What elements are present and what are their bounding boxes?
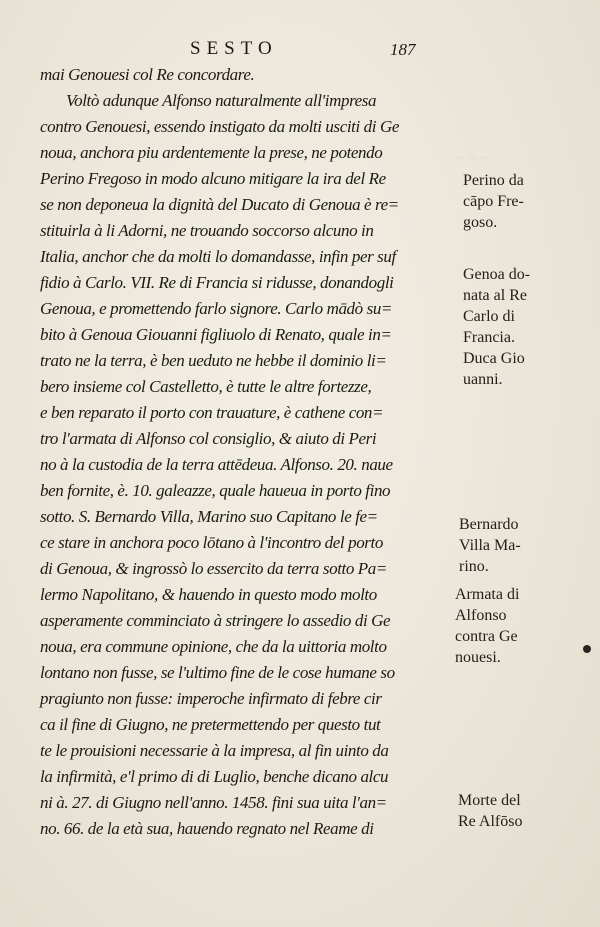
margin-note-line: Re Alfōso [458,813,523,830]
margin-note-line: Alfonso [455,607,507,624]
margin-note-line: Armata di [455,586,520,603]
text-line: no. 66. de la età sua, hauendo regnato nel Reame di [40,819,374,838]
bleed-through-text: ~ ~ ~ [455,150,489,167]
margin-note-line: cāpo Fre- [463,193,524,210]
text-line: lermo Napolitano, & hauendo in questo modo molto [40,585,377,604]
margin-note-line: Duca Gio [463,350,525,367]
text-line: mai Genouesi col Re concordare. [40,65,255,84]
margin-note-line: nouesi. [455,649,501,666]
text-line: la infirmità, e'l primo di di Luglio, benche dicano alcu [40,767,389,786]
text-line: Perino Fregoso in modo alcuno mitigare la ira del Re [40,169,386,188]
text-line: Voltò adunque Alfonso naturalmente all'impresa [66,91,377,110]
page-number: 187 [390,40,416,59]
margin-note-line: Morte del [458,792,521,809]
text-line: trato ne la terra, è ben ueduto ne hebbe il dominio li= [40,351,387,370]
margin-note-line: rino. [459,558,489,575]
text-line: pragiunto non fusse: imperoche infirmato di febre cir [40,689,382,708]
text-line: lontano non fusse, se l'ultimo fine de le cose humane so [40,663,395,682]
text-line: te le prouisioni necessarie à la impresa, al fin uinto da [40,741,389,760]
margin-note-line: goso. [463,214,498,231]
running-header: SESTO [190,38,278,59]
text-line: Italia, anchor che da molti lo domandasse, infin per suf [40,247,396,266]
text-line: ce stare in anchora poco lōtano à l'incontro del porto [40,533,383,552]
text-line: tro l'armata di Alfonso col consiglio, & aiuto di Peri [40,429,377,448]
margin-note-line: uanni. [463,371,503,388]
margin-note-perino [463,170,524,233]
text-line: e ben reparato il porto con trauature, è cathene con= [40,403,384,422]
margin-note-line: Francia. [463,329,515,346]
text-line: noua, anchora piu ardentemente la prese, ne potendo [40,143,383,162]
text-line: ni à. 27. di Giugno nell'anno. 1458. fini sua uita l'an= [40,793,387,812]
text-line: Genoua, e promettendo farlo signore. Carlo mādò su= [40,299,392,318]
margin-note-line: Bernardo [459,516,519,533]
text-line: noua, era commune opinione, che da la uittoria molto [40,637,387,656]
margin-note-line: Genoa do- [463,266,531,283]
text-line: se non deponeua la dignità del Ducato di Genoua è re= [40,195,399,214]
margin-note-bernardo [459,514,521,577]
text-line: bito à Genoua Giouanni figliuolo di Renato, quale in= [40,325,392,344]
text-line: di Genoua, & ingrossò lo essercito da terra sotto Pa= [40,559,387,578]
margin-note-genoa [463,264,530,390]
margin-note-line: nata al Re [463,287,527,304]
text-line: contro Genouesi, essendo instigato da molti usciti di Ge [40,117,399,136]
margin-note-line: Carlo di [463,308,515,325]
text-line: no à la custodia de la terra attēdeua. Alfonso. 20. naue [40,455,393,474]
worm-hole-mark [583,645,591,653]
margin-note-line: Perino da [463,172,524,189]
text-line: ca il fine di Giugno, ne pretermettendo per questo tut [40,715,381,734]
text-line: stituirla à li Adorni, ne trouando soccorso alcuno in [40,221,374,240]
margin-note-armata [455,584,519,668]
margin-note-line: contra Ge [455,628,518,645]
text-line: bero insieme col Castelletto, è tutte le altre fortezze, [40,377,372,396]
text-line: sotto. S. Bernardo Villa, Marino suo Capitano le fe= [40,507,378,526]
margin-note-line: Villa Ma- [459,537,521,554]
text-line: fidio à Carlo. VII. Re di Francia si ridusse, donandogli [40,273,394,292]
text-line: asperamente comminciato à stringere lo assedio di Ge [40,611,391,630]
margin-note-morte [458,790,522,832]
text-line: ben fornite, è. 10. galeazze, quale haueua in porto fino [40,481,391,500]
